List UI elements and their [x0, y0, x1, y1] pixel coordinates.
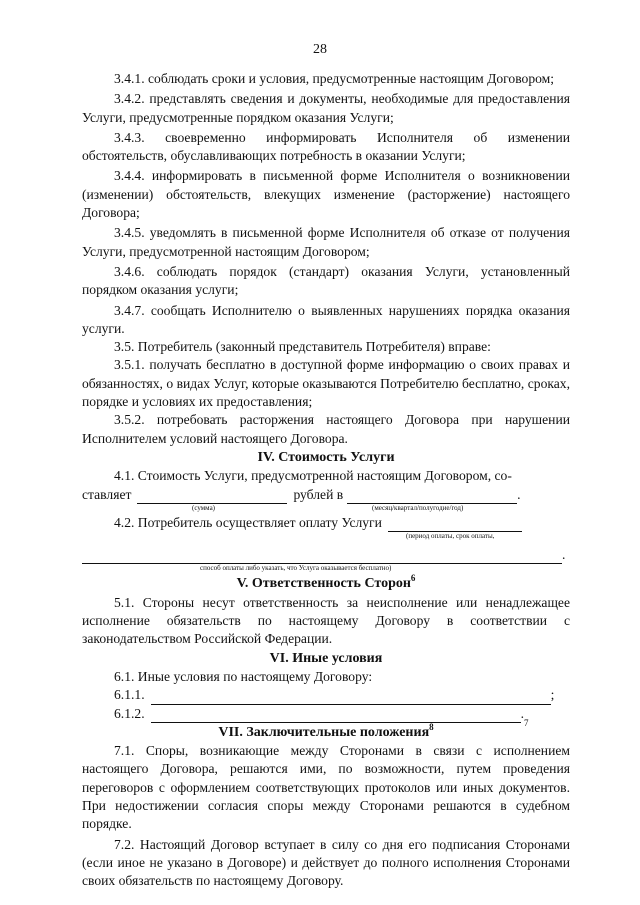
sum-blank	[137, 491, 287, 504]
section-5-heading: V. Ответственность Сторон$^6$	[236, 573, 416, 592]
clause-6-1-2-row: 6.1.2. . 7	[82, 705, 570, 723]
sum-caption: (сумма)	[192, 503, 216, 512]
clause-3-4-7: 3.4.7. сообщать Исполнителю о выявленных нарушениях порядка оказания услуги.	[82, 302, 570, 336]
clause-3-5-2: 3.5.2. потребовать расторжения настоящего Договора при нарушении Исполнителем условий настоящего Договора.	[82, 412, 570, 446]
section-6-heading: VI. Иные условия	[269, 650, 383, 666]
clause-4-2-fill-row	[82, 546, 570, 564]
clause-7-1: 7.1. Споры, возникающие между Сторонами в связи с исполнением настоящего Договора, решаются ими, по возможности, путем проведения переговоров с оформлением соответствующих протоколов или иных документов. При недостижении согласия споры между Сторонами решаются в судебном порядке.	[82, 743, 570, 832]
clause-4-1-start: 4.1. Стоимость Услуги, предусмотренной настоящим Договором, со-	[114, 468, 512, 484]
clause-4-2-end: .	[562, 547, 566, 563]
clause-4-1-rub: рублей в	[293, 486, 344, 502]
clause-3-4-1: 3.4.1. соблюдать сроки и условия, предусмотренные настоящим Договором;	[114, 71, 555, 86]
clause-6-1-2: 6.1.2.	[114, 705, 145, 721]
item-6-1-1-blank	[151, 692, 551, 705]
document-body	[82, 70, 570, 890]
payment-caption: (период оплаты, срок оплаты,	[406, 532, 495, 541]
clause-4-2: 4.2. Потребитель осуществляет оплату Услуги	[114, 514, 382, 530]
clause-3-4-5: 3.4.5. уведомлять в письменной форме Исполнителя об отказе от получения Услуги, предусмотренной настоящим Договором;	[82, 225, 570, 259]
clause-6-1-1-row	[82, 686, 570, 704]
payment-method-caption: способ оплаты либо указать, что Услуга оказывается бесплатно)	[200, 564, 392, 573]
clause-3-5-1: 3.5.1. получать бесплатно в доступной форме информацию о своих правах и обязанностях, о видах Услуг, которые оказываются Потребителю бесплатно, сроках, порядке и условиях их предоставления;	[82, 357, 570, 410]
clause-6-1-1-end: ;	[550, 687, 555, 703]
clause-4-1-end: .	[517, 486, 521, 502]
clause-6-1-1: 6.1.1.	[114, 687, 145, 703]
period-blank	[347, 491, 517, 504]
footnote-6-ref: 6	[410, 573, 416, 584]
clause-3-4-2: 3.4.2. представлять сведения и документы, необходимые для предоставления Услуги, предусмотренные порядком оказания Услуги;	[82, 91, 570, 125]
clause-6-1-2-end: .	[520, 705, 524, 721]
clause-3-4-6: 3.4.6. соблюдать порядок (стандарт) оказания Услуги, установленный порядком оказания услуги;	[82, 263, 570, 298]
clause-7-2: 7.2. Настоящий Договор вступает в силу со дня его подписания Сторонами (если иное не указано в Договоре) и действует до полного исполнения Сторонами своих обязательств по настоящему Договору.	[82, 836, 570, 889]
section-4-heading: IV. Стоимость Услуги	[257, 449, 395, 465]
clause-3-5: 3.5. Потребитель (законный представитель Потребителя) вправе:	[114, 339, 491, 355]
clause-5-1: 5.1. Стороны несут ответственность за неисполнение или ненадлежащее исполнение обязательств по настоящему Договору в соответствии с законодательством Российской Федерации.	[82, 594, 570, 647]
clause-4-1-cont: ставляет	[82, 486, 132, 502]
clause-4-2-caption-line	[82, 532, 570, 542]
clause-4-2-method-caption-line	[82, 564, 570, 574]
clause-3-4-3: 3.4.3. своевременно информировать Исполнителя об изменении обстоятельств, обуславливающих потребность в оказании Услуги;	[82, 129, 570, 164]
payment-blank	[388, 519, 522, 532]
footnote-8-ref: 8	[429, 721, 434, 732]
page-number: 28	[313, 42, 327, 57]
clause-3-4-4: 3.4.4. информировать в письменной форме Исполнителя о возникновении (изменении) обстоятельств, влекущих изменение (расторжение) настоящего Договора;	[82, 168, 570, 221]
clause-6-1: 6.1. Иные условия по настоящему Договору:	[114, 668, 373, 684]
item-6-1-2-blank	[151, 710, 521, 723]
clause-4-1-fill-row	[82, 486, 570, 504]
period-caption: (месяц/квартал/полугодие/год)	[372, 503, 464, 512]
payment-method-blank	[82, 551, 562, 564]
section-7-heading: VII. Заключительные положения$^8$	[218, 721, 434, 740]
clause-4-2-row	[82, 514, 570, 532]
clause-4-1-captions	[82, 504, 570, 514]
